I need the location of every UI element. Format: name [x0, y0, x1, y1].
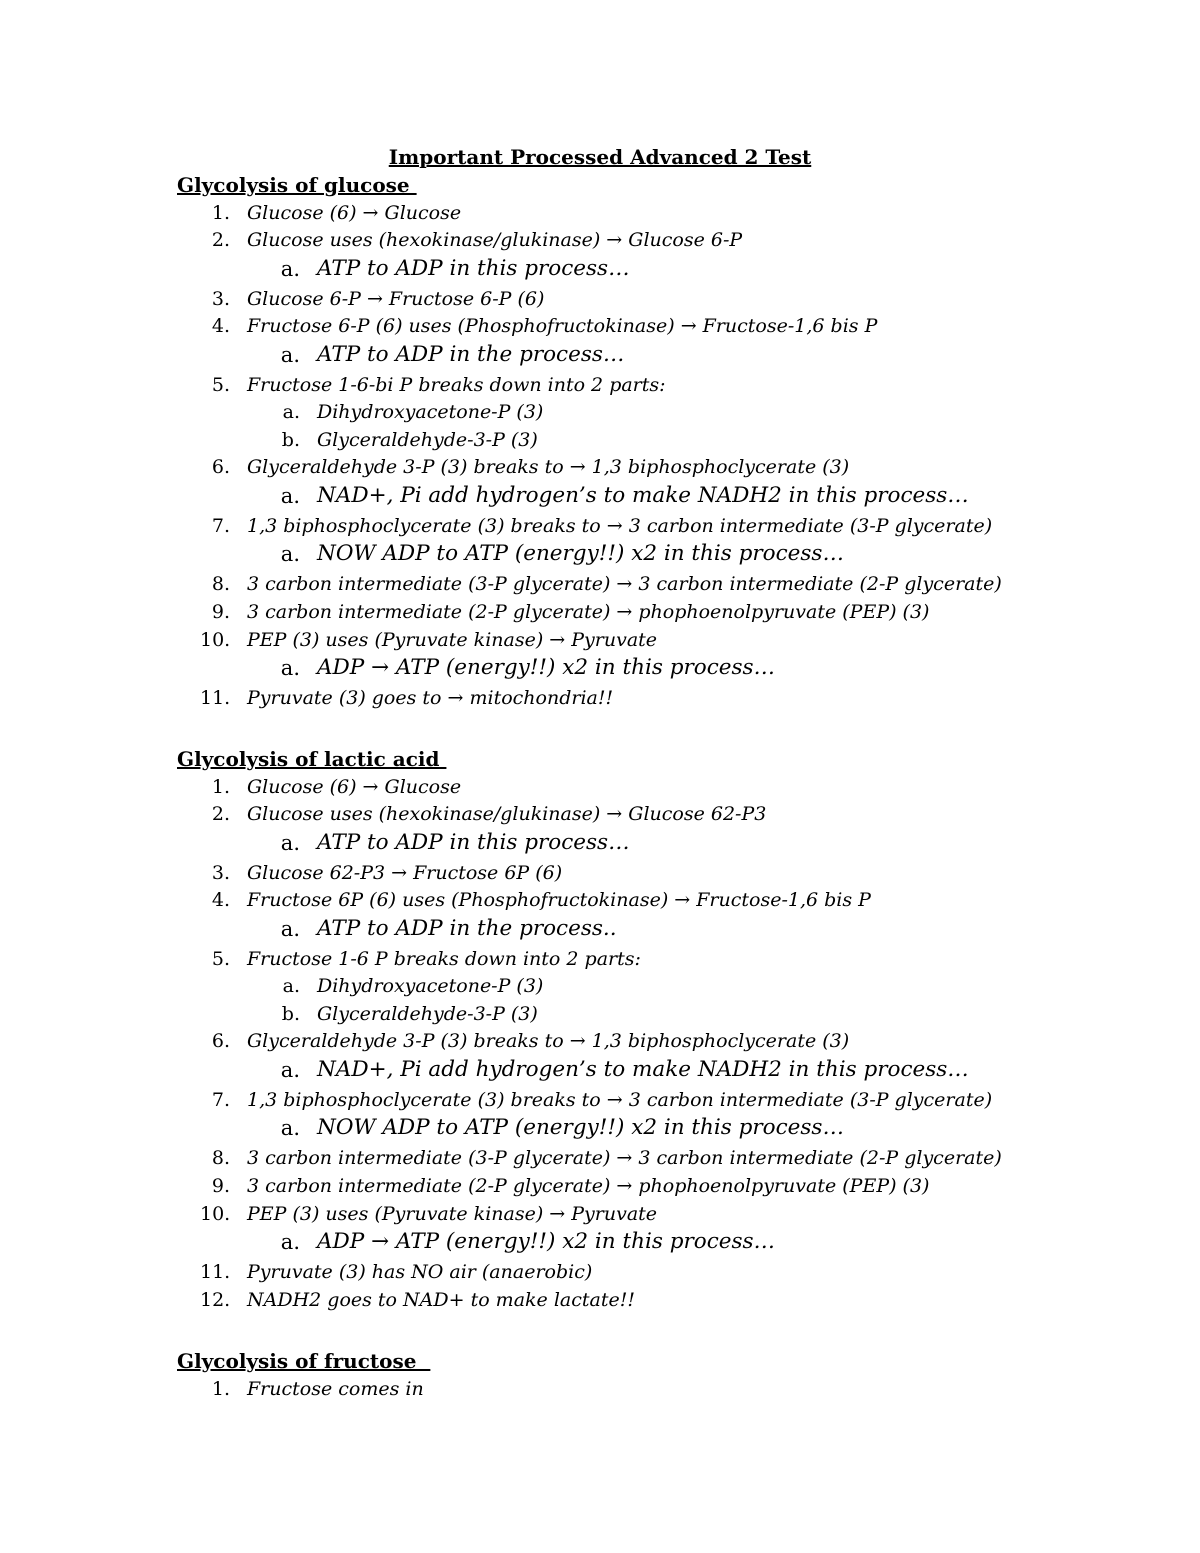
list-marker: b.	[281, 1002, 300, 1025]
list-marker: a.	[280, 256, 300, 281]
list-marker: 7.	[211, 514, 230, 537]
list-item-text: ADP → ATP (energy!!) x2 in this process…	[317, 655, 776, 681]
list-item-text: NOW ADP to ATP (energy!!) x2 in this process…	[317, 1115, 844, 1141]
list-marker: a.	[280, 542, 300, 567]
list-marker: 7.	[211, 1088, 230, 1111]
list-marker: a.	[280, 342, 300, 367]
list-item-text: PEP (3) uses (Pyruvate kinase) → Pyruvate	[247, 628, 658, 651]
list-marker: 3.	[211, 861, 230, 884]
list-marker: 4.	[211, 889, 230, 912]
list-item-text: ATP to ADP in this process…	[317, 829, 630, 855]
list-item-text: Fructose 6P (6) uses (Phosphofructokinase) → Fructose-1,6 bis P	[247, 889, 871, 912]
list-marker: 12.	[200, 1288, 231, 1311]
list-marker: 6.	[211, 1030, 230, 1053]
page-title: Important Processed Advanced 2 Test	[388, 145, 812, 169]
list-item-text: Glucose (6) → Glucose	[247, 201, 462, 224]
list-item-text: Glyceraldehyde 3-P (3) breaks to → 1,3 biphosphoclycerate (3)	[247, 1030, 850, 1053]
list-marker: 10.	[200, 628, 231, 651]
list-item-text: 3 carbon intermediate (3-P glycerate) → 3 carbon intermediate (2-P glycerate)	[247, 573, 1002, 596]
list-marker: a.	[282, 401, 300, 424]
list-marker: a.	[280, 1057, 300, 1082]
list-item-text: Glucose uses (hexokinase/glukinase) → Glucose 6-P	[247, 229, 743, 252]
list-marker: 10.	[200, 1202, 231, 1225]
list-item-text: Glyceraldehyde-3-P (3)	[317, 1002, 538, 1025]
list-item-text: 3 carbon intermediate (2-P glycerate) → phophoenolpyruvate (PEP) (3)	[247, 1175, 930, 1197]
list-marker: 11.	[200, 1261, 231, 1284]
list-item-text: 1,3 biphosphoclycerate (3) breaks to → 3 carbon intermediate (3-P glycerate)	[247, 514, 993, 537]
list-item-text: Fructose 1-6-bi P breaks down into 2 parts:	[247, 373, 666, 396]
list-item-text: Dihydroxyacetone-P (3)	[317, 975, 544, 998]
list-marker: 2.	[211, 229, 230, 252]
list-marker: 2.	[211, 803, 230, 826]
list-marker: 1.	[211, 201, 230, 224]
list-item-text: Dihydroxyacetone-P (3)	[317, 401, 544, 424]
list-marker: 4.	[211, 315, 230, 338]
list-marker: a.	[282, 975, 300, 998]
list-marker: 5.	[211, 947, 230, 970]
list-item-text: NOW ADP to ATP (energy!!) x2 in this process…	[317, 541, 844, 567]
list-item-text: NAD+, Pi add hydrogen’s to make NADH2 in this process…	[317, 482, 969, 508]
list-item-text: Fructose 6-P (6) uses (Phosphofructokinase) → Fructose-1,6 bis P	[247, 315, 878, 338]
list-marker: 5.	[211, 373, 230, 396]
list-item-text: Glucose 6-P → Fructose 6-P (6)	[247, 287, 545, 310]
list-marker: 11.	[200, 687, 231, 710]
list-item-text: PEP (3) uses (Pyruvate kinase) → Pyruvate	[247, 1202, 658, 1225]
list-item-text: ATP to ADP in the process..	[317, 915, 617, 941]
list-item-text: 1,3 biphosphoclycerate (3) breaks to → 3 carbon intermediate (3-P glycerate)	[247, 1088, 993, 1111]
list-marker: a.	[280, 483, 300, 508]
list-marker: 8.	[211, 573, 230, 596]
list-marker: 6.	[211, 456, 230, 479]
list-item-text: ATP to ADP in this process…	[317, 255, 630, 281]
list-item-text: ADP → ATP (energy!!) x2 in this process…	[317, 1229, 776, 1255]
list-marker: 3.	[211, 287, 230, 310]
list-item-text: NAD+, Pi add hydrogen’s to make NADH2 in this process…	[317, 1056, 969, 1082]
list-marker: 1.	[211, 1377, 230, 1400]
list-item-text: Glyceraldehyde-3-P (3)	[317, 428, 538, 451]
list-item-text: Glucose 62-P3 → Fructose 6P (6)	[247, 861, 563, 884]
list-item-text: Pyruvate (3) has NO air (anaerobic)	[247, 1261, 593, 1284]
list-item-text: Glyceraldehyde 3-P (3) breaks to → 1,3 biphosphoclycerate (3)	[247, 456, 850, 479]
list-item-text: Glucose uses (hexokinase/glukinase) → Glucose 62-P3	[247, 803, 767, 826]
list-item-text: NADH2 goes to NAD+ to make lactate!!	[247, 1288, 635, 1311]
list-marker: a.	[280, 656, 300, 681]
section-heading: Glycolysis of fructose	[177, 1349, 431, 1373]
list-marker: 9.	[211, 1175, 230, 1197]
list-marker: 8.	[211, 1147, 230, 1170]
list-item-text: 3 carbon intermediate (2-P glycerate) → phophoenolpyruvate (PEP) (3)	[247, 601, 930, 623]
list-item-text: Fructose comes in	[247, 1377, 424, 1400]
list-item-text: 3 carbon intermediate (3-P glycerate) → 3 carbon intermediate (2-P glycerate)	[247, 1147, 1002, 1170]
list-marker: a.	[280, 916, 300, 941]
list-marker: a.	[280, 830, 300, 855]
list-marker: a.	[280, 1230, 300, 1255]
list-item-text: ATP to ADP in the process…	[317, 341, 625, 367]
list-item-text: Glucose (6) → Glucose	[247, 775, 462, 798]
list-marker: a.	[280, 1116, 300, 1141]
list-marker: 1.	[211, 775, 230, 798]
list-marker: 9.	[211, 601, 230, 623]
list-marker: b.	[281, 428, 300, 451]
section-heading: Glycolysis of glucose	[177, 173, 417, 197]
list-item-text: Fructose 1-6 P breaks down into 2 parts:	[247, 947, 641, 970]
section-heading: Glycolysis of lactic acid	[177, 747, 447, 771]
list-item-text: Pyruvate (3) goes to → mitochondria!!	[247, 687, 614, 710]
